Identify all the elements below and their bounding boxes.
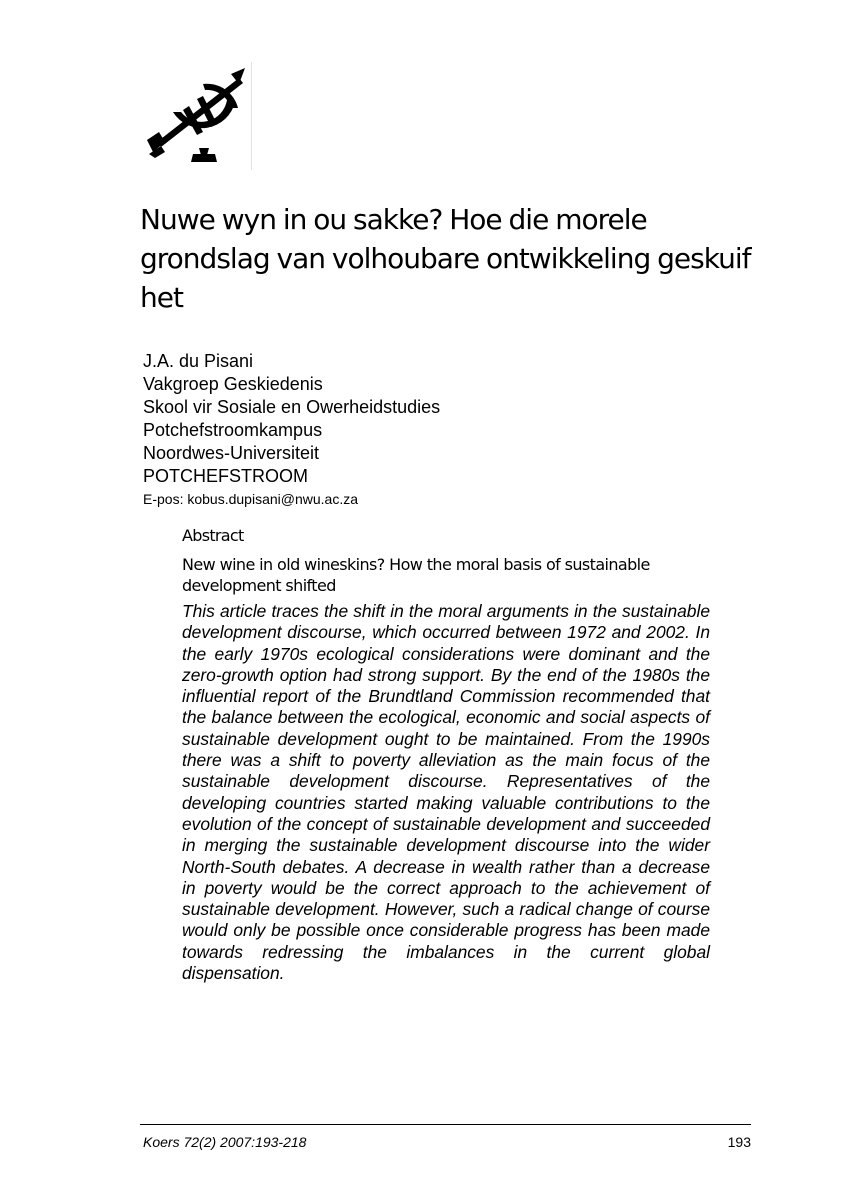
author-email: E-pos: kobus.dupisani@nwu.ac.za bbox=[143, 491, 358, 507]
author-university: Noordwes-Universiteit bbox=[143, 443, 320, 463]
author-city: POTCHEFSTROOM bbox=[143, 466, 308, 486]
author-school: Skool vir Sosiale en Owerheidstudies bbox=[143, 397, 441, 417]
abstract-heading: Abstract bbox=[182, 526, 244, 545]
footer-journal-citation: Koers 72(2) 2007:193-218 bbox=[143, 1134, 307, 1150]
article-title: Nuwe wyn in ou sakke? Hoe die morele grondslag van volhoubare ontwikkeling geskuif het bbox=[140, 203, 751, 314]
abstract-body: This article traces the shift in the moral arguments in the sustainable development discourse, which occurred between 1972 and 2002. In the early 1970s ecological considerations were dominant and the zero-growth option had strong support. By the end of the 1980s the influential report of the Brundtland Commission recommended that the balance between the ecological, economic and social aspects of sustainable development ought to be maintained. From the 1990s there was a shift to poverty alleviation as the main focus of the sustainable development discourse. Representatives of the developing countries started making valuable contributions to the evolution of the concept of sustainable development and succeeded in merging the sustainable development discourse into the wider North-South debates. A decrease in wealth rather than a decrease in poverty would be the correct approach to the achievement of sustainable development. However, such a radical change of course would only be possible once considerable progress has been made towards redressing the imbalances in the current global dispensation. bbox=[182, 601, 710, 984]
footer-divider bbox=[140, 1124, 751, 1125]
logo-divider bbox=[251, 62, 252, 170]
abstract-section bbox=[182, 526, 710, 984]
abstract-title: New wine in old wineskins? How the moral basis of sustainable development shifted bbox=[182, 555, 650, 595]
author-block bbox=[143, 350, 440, 509]
journal-logo-icon bbox=[143, 62, 255, 172]
author-name: J.A. du Pisani bbox=[143, 351, 254, 371]
author-campus: Potchefstroomkampus bbox=[143, 420, 323, 440]
author-department: Vakgroep Geskiedenis bbox=[143, 374, 323, 394]
page-number: 193 bbox=[727, 1134, 751, 1150]
